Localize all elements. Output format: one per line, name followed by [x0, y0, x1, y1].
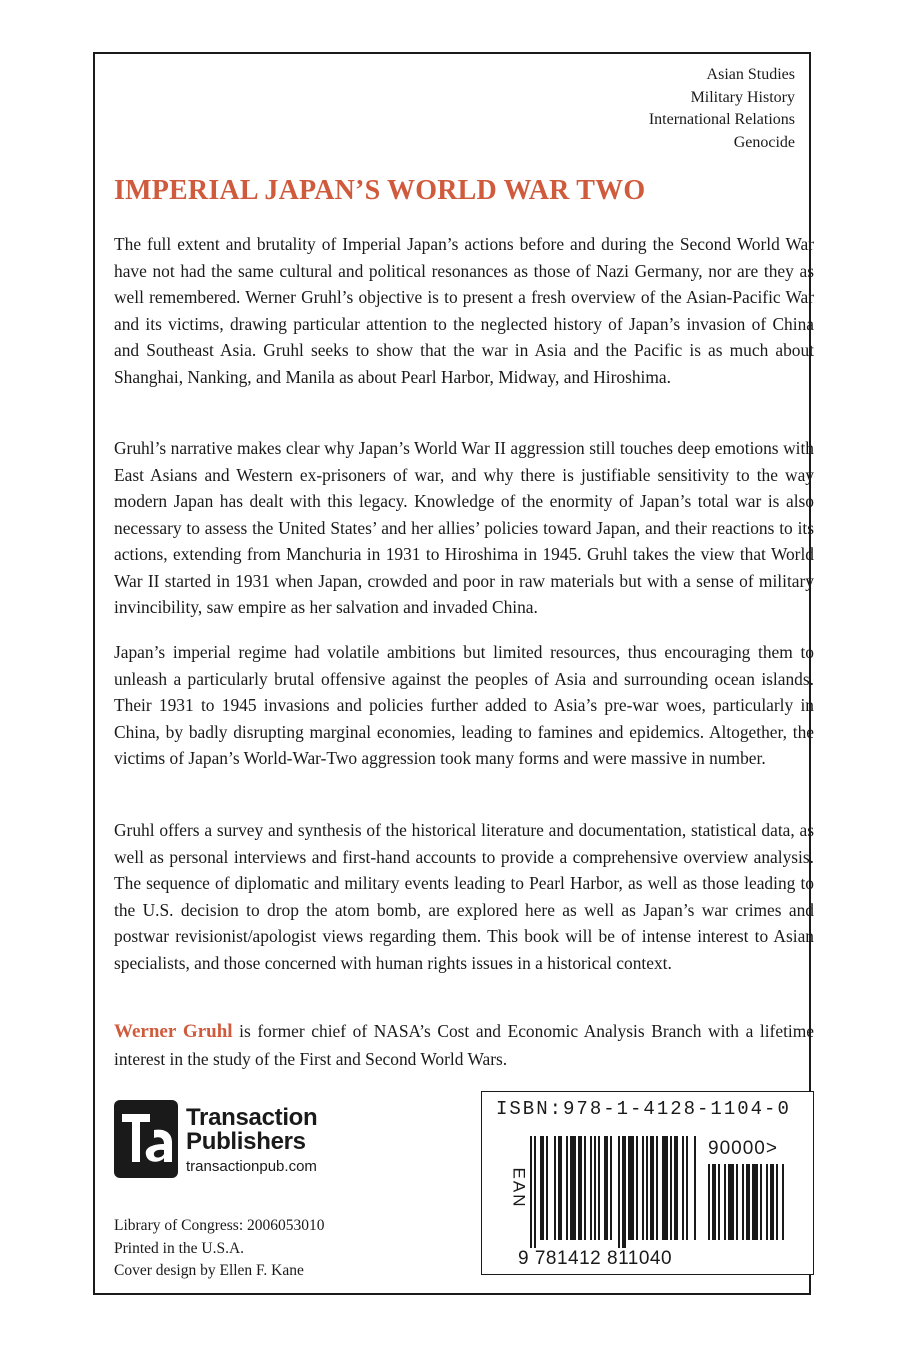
addon-barcode-bars: [708, 1164, 800, 1248]
publisher-logo: [114, 1100, 364, 1180]
isbn-number: ISBN:978-1-4128-1104-0: [496, 1098, 791, 1120]
barcode-bar: [736, 1164, 738, 1240]
barcode-bar: [558, 1136, 562, 1240]
category-military-history: Military History: [690, 88, 795, 106]
author-bio: [114, 1018, 814, 1072]
barcode-digits: 9 781412 811040: [518, 1248, 673, 1269]
imprint-info: [114, 1215, 325, 1283]
barcode-bar: [656, 1136, 658, 1240]
cover-design-credit: Cover design by Ellen F. Kane: [114, 1262, 304, 1279]
barcode-bar: [682, 1136, 684, 1240]
barcode-bar: [636, 1136, 638, 1240]
barcode-bar: [770, 1164, 774, 1240]
printed-in: Printed in the U.S.A.: [114, 1239, 245, 1257]
ean-label: EAN: [509, 1167, 529, 1209]
barcode-bar: [540, 1136, 544, 1240]
description-paragraph-3: Japan’s imperial regime had volatile ambitions but limited resources, thus encouraging them to unleash a particularly brutal offensive against the peoples of Asia and surrounding ocean islands. Their 1931 to 1945 invasions and policies further added to Asia’s pre-war woes, particularly in China, by badly disrupting marginal economies, leading to famines and epidemics. Altogether, the victims of Japan’s World-War-Two aggression took many forms and were massive in number.: [114, 642, 814, 768]
barcode-bar: [628, 1136, 634, 1240]
category-genocide: Genocide: [733, 133, 795, 151]
barcode-bar: [728, 1164, 734, 1240]
barcode-bar: [760, 1164, 762, 1240]
transaction-logo-icon: [114, 1100, 178, 1178]
barcode-bar: [650, 1136, 654, 1240]
barcode-bar: [530, 1136, 532, 1248]
barcode-bar: [708, 1164, 710, 1240]
publisher-name-line1: Transaction: [186, 1104, 318, 1131]
barcode-bar: [610, 1136, 612, 1240]
barcode-bar: [766, 1164, 768, 1240]
publisher-name-line2: Publishers: [186, 1128, 306, 1155]
barcode-bar: [746, 1164, 750, 1240]
barcode-bar: [646, 1136, 648, 1240]
barcode-bar: [776, 1164, 778, 1240]
barcode-bar: [670, 1136, 672, 1240]
barcode-bar: [618, 1136, 620, 1248]
barcode-bar: [578, 1136, 582, 1240]
addon-code: 90000>: [708, 1138, 778, 1159]
barcode-bar: [598, 1136, 600, 1240]
publisher-url: transactionpub.com: [186, 1158, 317, 1175]
barcode-bar: [546, 1136, 548, 1240]
barcode-bar: [782, 1164, 784, 1240]
isbn-barcode: [481, 1091, 814, 1275]
description-paragraph-2: Gruhl’s narrative makes clear why Japan’s World War II aggression still touches deep emotions with East Asians and Western ex-prisoners of war, and why there is justifiable sensitivity to the way modern Japan has dealt with this legacy. Knowledge of the enormity of Japan’s total war is also necessary to assess the United States’ and her allies’ policies toward Japan, and their reactions to its actions, extending from Manchuria in 1931 to Hiroshima in 1945. Gruhl takes the view that World War II started in 1931 when Japan, crowded and poor in raw materials but with a sense of military invincibility, saw empire as her salvation and invaded China.: [114, 438, 814, 617]
barcode-bar: [534, 1136, 536, 1248]
author-name: Werner Gruhl: [114, 1021, 233, 1042]
barcode-bar: [570, 1136, 576, 1240]
library-of-congress: Library of Congress: 2006053010: [114, 1217, 325, 1234]
barcode-bars: [530, 1136, 700, 1248]
barcode-bar: [694, 1136, 696, 1240]
barcode-bar: [752, 1164, 758, 1240]
barcode-bar: [594, 1136, 596, 1240]
category-asian-studies: Asian Studies: [706, 66, 795, 83]
author-bio-text: is former chief of NASA’s Cost and Economic Analysis Branch with a lifetime interest in the study of the First and Second World Wars.: [114, 1021, 814, 1069]
barcode-bar: [686, 1136, 688, 1240]
barcode-bar: [604, 1136, 608, 1240]
book-title: IMPERIAL JAPAN’S WORLD WAR TWO: [114, 175, 646, 206]
barcode-bar: [642, 1136, 644, 1240]
barcode-bar: [674, 1136, 678, 1240]
barcode-bar: [724, 1164, 726, 1240]
description-paragraph-1: The full extent and brutality of Imperial Japan’s actions before and during the Second World War have not had the same cultural and political resonances as those of Nazi Germany, nor are they as well remembered. Werner Gruhl’s objective is to present a fresh overview of the Asian-Pacific War and its victims, drawing particular attention to the neglected history of Japan’s invasion of China and Southeast Asia. Gruhl seeks to show that the war in Asia and the Pacific is as much about Shanghai, Nanking, and Manila as about Pearl Harbor, Midway, and Hiroshima.: [114, 234, 814, 387]
barcode-bar: [662, 1136, 668, 1240]
category-international-relations: International Relations: [648, 111, 795, 128]
description-paragraph-4: Gruhl offers a survey and synthesis of the historical literature and documentation, statistical data, as well as personal interviews and first-hand accounts to provide a comprehensive overview analysis. The sequence of diplomatic and military events leading to Pearl Harbor, as well as those leading to the U.S. decision to drop the atom bomb, are explored here as well as Japan’s war crimes and postwar revisionist/apologist views regarding them. This book will be of intense interest to Asian specialists, and those concerned with human rights issues in a historical context.: [114, 820, 814, 973]
barcode-bar: [712, 1164, 716, 1240]
barcode-bar: [718, 1164, 720, 1240]
subject-categories: [649, 64, 795, 154]
barcode-bar: [566, 1136, 568, 1240]
barcode-bar: [742, 1164, 744, 1240]
barcode-bar: [554, 1136, 556, 1240]
barcode-bar: [590, 1136, 592, 1240]
barcode-bar: [584, 1136, 586, 1240]
barcode-bar: [622, 1136, 626, 1248]
